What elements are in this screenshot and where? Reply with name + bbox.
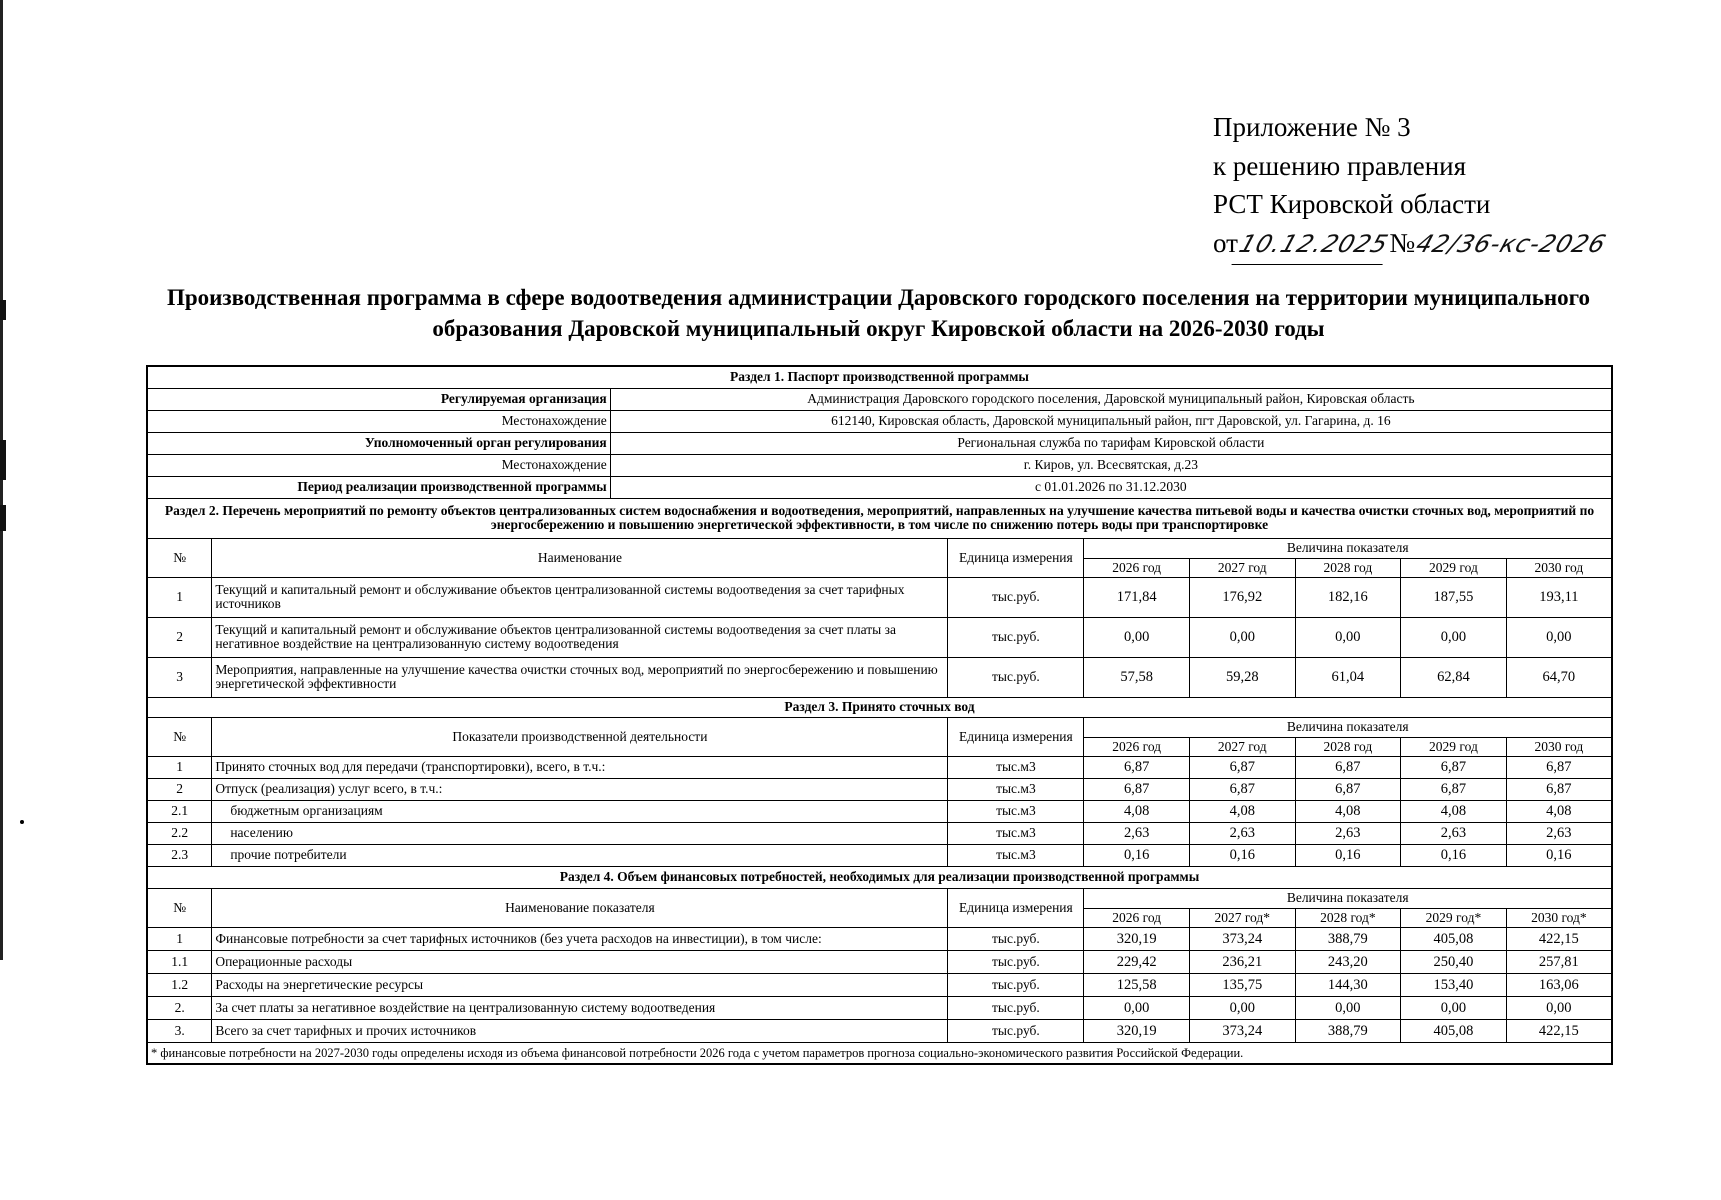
passport-row — [147, 432, 1612, 454]
row-value: 250,40 — [1401, 950, 1507, 973]
row-name: бюджетным организациям — [212, 800, 948, 822]
row-value: 0,00 — [1401, 996, 1507, 1019]
row-num: 1 — [147, 577, 212, 617]
row-value: 243,20 — [1295, 950, 1401, 973]
row-num: 2.2 — [147, 822, 212, 844]
row-value: 229,42 — [1084, 950, 1190, 973]
row-value: 6,87 — [1189, 778, 1295, 800]
row-value: 171,84 — [1084, 577, 1190, 617]
table-row — [147, 822, 1612, 844]
col-header-name: Наименование показателя — [212, 888, 948, 927]
row-value: 193,11 — [1506, 577, 1612, 617]
row-value: 2,63 — [1506, 822, 1612, 844]
row-unit: тыс.руб. — [948, 617, 1084, 657]
row-value: 6,87 — [1506, 756, 1612, 778]
row-num: 3 — [147, 657, 212, 697]
footnote-row — [147, 1042, 1612, 1064]
col-header-year: 2026 год — [1084, 558, 1190, 577]
row-value: 0,16 — [1401, 844, 1507, 866]
row-value: 373,24 — [1189, 927, 1295, 950]
table-row — [147, 950, 1612, 973]
row-value: 59,28 — [1189, 657, 1295, 697]
annex-line-3: РСТ Кировской области — [1213, 189, 1491, 219]
row-value: 4,08 — [1295, 800, 1401, 822]
row-value: 388,79 — [1295, 927, 1401, 950]
col-header-year: 2029 год — [1401, 737, 1507, 756]
row-value: 0,16 — [1189, 844, 1295, 866]
stray-dot — [20, 820, 24, 824]
col-header-year: 2028 год — [1295, 737, 1401, 756]
row-value: 62,84 — [1401, 657, 1507, 697]
row-value: 163,06 — [1506, 973, 1612, 996]
passport-row — [147, 454, 1612, 476]
row-name: Операционные расходы — [212, 950, 948, 973]
row-value: 61,04 — [1295, 657, 1401, 697]
row-num: 1.1 — [147, 950, 212, 973]
row-name: Отпуск (реализация) услуг всего, в т.ч.: — [212, 778, 948, 800]
col-header-year: 2028 год — [1295, 558, 1401, 577]
annex-from-prefix: от — [1213, 227, 1238, 258]
row-value: 6,87 — [1401, 756, 1507, 778]
col-header-year: 2029 год — [1401, 558, 1507, 577]
row-value: 4,08 — [1401, 800, 1507, 822]
passport-label: Регулируемая организация — [147, 388, 610, 410]
row-name: Текущий и капитальный ремонт и обслуживание объектов централизованной системы водоотведения за счет тарифных источников — [212, 577, 948, 617]
table-row — [147, 844, 1612, 866]
passport-value: Региональная служба по тарифам Кировской области — [610, 432, 1612, 454]
col-header-unit: Единица измерения — [948, 538, 1084, 577]
row-value: 64,70 — [1506, 657, 1612, 697]
col-header-num: № — [147, 538, 212, 577]
row-value: 0,00 — [1189, 617, 1295, 657]
row-value: 182,16 — [1295, 577, 1401, 617]
row-value: 2,63 — [1084, 822, 1190, 844]
col-header-unit: Единица измерения — [948, 717, 1084, 756]
row-name: Текущий и капитальный ремонт и обслуживание объектов централизованной системы водоотведения за счет платы за негативное воздействие на централизованную систему водоотведения — [212, 617, 948, 657]
table-row — [147, 1019, 1612, 1042]
table-row — [147, 927, 1612, 950]
section1-heading-row — [147, 366, 1612, 388]
section4-header-row — [147, 888, 1612, 908]
row-value: 422,15 — [1506, 927, 1612, 950]
row-num: 2.3 — [147, 844, 212, 866]
col-header-value: Величина показателя — [1084, 717, 1612, 737]
row-value: 187,55 — [1401, 577, 1507, 617]
passport-label: Местонахождение — [147, 454, 610, 476]
table-row — [147, 973, 1612, 996]
row-unit: тыс.м3 — [948, 756, 1084, 778]
section3-heading-row — [147, 697, 1612, 717]
row-unit: тыс.руб. — [948, 950, 1084, 973]
row-num: 2.1 — [147, 800, 212, 822]
row-name: Мероприятия, направленные на улучшение качества очистки сточных вод, мероприятий по энергосбережению и повышению энергетической эффективности — [212, 657, 948, 697]
row-num: 1 — [147, 927, 212, 950]
col-header-name: Показатели производственной деятельности — [212, 717, 948, 756]
passport-value: с 01.01.2026 по 31.12.2030 — [610, 476, 1612, 498]
col-header-num: № — [147, 717, 212, 756]
row-value: 0,00 — [1189, 996, 1295, 1019]
row-value: 6,87 — [1189, 756, 1295, 778]
row-value: 6,87 — [1295, 756, 1401, 778]
table-row — [147, 778, 1612, 800]
row-value: 153,40 — [1401, 973, 1507, 996]
section4-heading: Раздел 4. Объем финансовых потребностей, необходимых для реализации производственной программы — [147, 866, 1612, 888]
handwritten-number: 42/36-кс-2026 — [1412, 229, 1611, 258]
scan-edge — [0, 0, 3, 960]
row-name: Финансовые потребности за счет тарифных источников (без учета расходов на инвестиции), в том числе: — [212, 927, 948, 950]
row-unit: тыс.руб. — [948, 927, 1084, 950]
annex-line-4 — [1213, 224, 1611, 265]
passport-value: 612140, Кировская область, Даровской муниципальный район, пгт Даровской, ул. Гагарина, д. 16 — [610, 410, 1612, 432]
row-name: Всего за счет тарифных и прочих источников — [212, 1019, 948, 1042]
row-num: 1 — [147, 756, 212, 778]
col-header-name: Наименование — [212, 538, 948, 577]
annex-line-1: Приложение № 3 — [1213, 112, 1411, 142]
section3-header-row — [147, 717, 1612, 737]
col-header-year: 2027 год — [1189, 737, 1295, 756]
row-name: За счет платы за негативное воздействие на централизованную систему водоотведения — [212, 996, 948, 1019]
row-value: 4,08 — [1084, 800, 1190, 822]
row-value: 0,16 — [1506, 844, 1612, 866]
col-header-year: 2027 год — [1189, 558, 1295, 577]
section2-heading-row — [147, 498, 1612, 538]
section2-header-row — [147, 538, 1612, 558]
col-header-year: 2028 год* — [1295, 908, 1401, 927]
row-value: 320,19 — [1084, 927, 1190, 950]
row-value: 257,81 — [1506, 950, 1612, 973]
row-value: 0,16 — [1295, 844, 1401, 866]
passport-label: Период реализации производственной программы — [147, 476, 610, 498]
row-num: 2 — [147, 778, 212, 800]
section1-heading: Раздел 1. Паспорт производственной программы — [147, 366, 1612, 388]
row-num: 2 — [147, 617, 212, 657]
row-value: 135,75 — [1189, 973, 1295, 996]
row-name: прочие потребители — [212, 844, 948, 866]
row-value: 0,00 — [1084, 996, 1190, 1019]
row-value: 0,00 — [1401, 617, 1507, 657]
row-value: 144,30 — [1295, 973, 1401, 996]
row-value: 4,08 — [1189, 800, 1295, 822]
col-header-year: 2029 год* — [1401, 908, 1507, 927]
row-unit: тыс.руб. — [948, 996, 1084, 1019]
col-header-unit: Единица измерения — [948, 888, 1084, 927]
row-value: 422,15 — [1506, 1019, 1612, 1042]
col-header-year: 2030 год — [1506, 737, 1612, 756]
row-name: Принято сточных вод для передачи (транспортировки), всего, в т.ч.: — [212, 756, 948, 778]
footnote: * финансовые потребности на 2027-2030 годы определены исходя из объема финансовой потребности 2026 года с учетом параметров прогноза социально-экономического развития Российской Федерации. — [147, 1042, 1612, 1064]
row-value: 4,08 — [1506, 800, 1612, 822]
passport-value: Администрация Даровского городского поселения, Даровской муниципальный район, Кировская область — [610, 388, 1612, 410]
passport-value: г. Киров, ул. Всесвятская, д.23 — [610, 454, 1612, 476]
section2-heading: Раздел 2. Перечень мероприятий по ремонту объектов централизованных систем водоснабжения и водоотведения, мероприятий, направленных на улучшение качества питьевой воды и качества очистки сточных вод, мероприятий по энергосбережению и повышению энергетической эффективности, в том числе по снижению потерь воды при транспортировке — [147, 498, 1612, 538]
table-row — [147, 800, 1612, 822]
row-value: 176,92 — [1189, 577, 1295, 617]
row-value: 2,63 — [1295, 822, 1401, 844]
row-unit: тыс.руб. — [948, 973, 1084, 996]
row-value: 6,87 — [1506, 778, 1612, 800]
annex-block — [1213, 108, 1611, 264]
section3-heading: Раздел 3. Принято сточных вод — [147, 697, 1612, 717]
table-row — [147, 756, 1612, 778]
col-header-value: Величина показателя — [1084, 538, 1612, 558]
program-table — [146, 365, 1613, 1065]
table-row — [147, 617, 1612, 657]
row-name: населению — [212, 822, 948, 844]
row-value: 0,00 — [1506, 996, 1612, 1019]
row-value: 388,79 — [1295, 1019, 1401, 1042]
handwritten-date: 10.12.2025 — [1232, 225, 1396, 265]
row-num: 1.2 — [147, 973, 212, 996]
passport-label: Уполномоченный орган регулирования — [147, 432, 610, 454]
section4-heading-row — [147, 866, 1612, 888]
col-header-year: 2026 год — [1084, 737, 1190, 756]
row-value: 6,87 — [1084, 778, 1190, 800]
row-num: 3. — [147, 1019, 212, 1042]
row-value: 373,24 — [1189, 1019, 1295, 1042]
col-header-year: 2026 год — [1084, 908, 1190, 927]
row-value: 405,08 — [1401, 927, 1507, 950]
row-value: 2,63 — [1189, 822, 1295, 844]
row-unit: тыс.руб. — [948, 657, 1084, 697]
passport-row — [147, 410, 1612, 432]
row-value: 6,87 — [1295, 778, 1401, 800]
row-num: 2. — [147, 996, 212, 1019]
row-unit: тыс.м3 — [948, 778, 1084, 800]
row-value: 0,00 — [1295, 996, 1401, 1019]
passport-label: Местонахождение — [147, 410, 610, 432]
row-unit: тыс.руб. — [948, 1019, 1084, 1042]
passport-row — [147, 476, 1612, 498]
row-value: 57,58 — [1084, 657, 1190, 697]
row-value: 6,87 — [1401, 778, 1507, 800]
col-header-value: Величина показателя — [1084, 888, 1612, 908]
row-unit: тыс.м3 — [948, 844, 1084, 866]
row-value: 0,00 — [1295, 617, 1401, 657]
row-value: 320,19 — [1084, 1019, 1190, 1042]
row-unit: тыс.м3 — [948, 800, 1084, 822]
col-header-year: 2030 год — [1506, 558, 1612, 577]
row-unit: тыс.м3 — [948, 822, 1084, 844]
row-name: Расходы на энергетические ресурсы — [212, 973, 948, 996]
row-value: 0,16 — [1084, 844, 1190, 866]
row-value: 405,08 — [1401, 1019, 1507, 1042]
col-header-year: 2027 год* — [1189, 908, 1295, 927]
row-value: 6,87 — [1084, 756, 1190, 778]
annex-line-2: к решению правления — [1213, 150, 1467, 181]
row-value: 0,00 — [1506, 617, 1612, 657]
table-row — [147, 996, 1612, 1019]
row-value: 125,58 — [1084, 973, 1190, 996]
row-unit: тыс.руб. — [948, 577, 1084, 617]
col-header-year: 2030 год* — [1506, 908, 1612, 927]
table-row — [147, 577, 1612, 617]
col-header-num: № — [147, 888, 212, 927]
row-value: 236,21 — [1189, 950, 1295, 973]
document-title: Производственная программа в сфере водоотведения администрации Даровского городского поселения на территории муниципального образования Даровской муниципальный округ Кировской области на 2026-2030 годы — [166, 285, 1591, 341]
table-row — [147, 657, 1612, 697]
row-value: 0,00 — [1084, 617, 1190, 657]
annex-number-sign: № — [1389, 227, 1416, 258]
passport-row — [147, 388, 1612, 410]
row-value: 2,63 — [1401, 822, 1507, 844]
scan-mark — [0, 300, 6, 320]
scan-mark — [0, 505, 6, 531]
scan-mark — [0, 440, 6, 480]
